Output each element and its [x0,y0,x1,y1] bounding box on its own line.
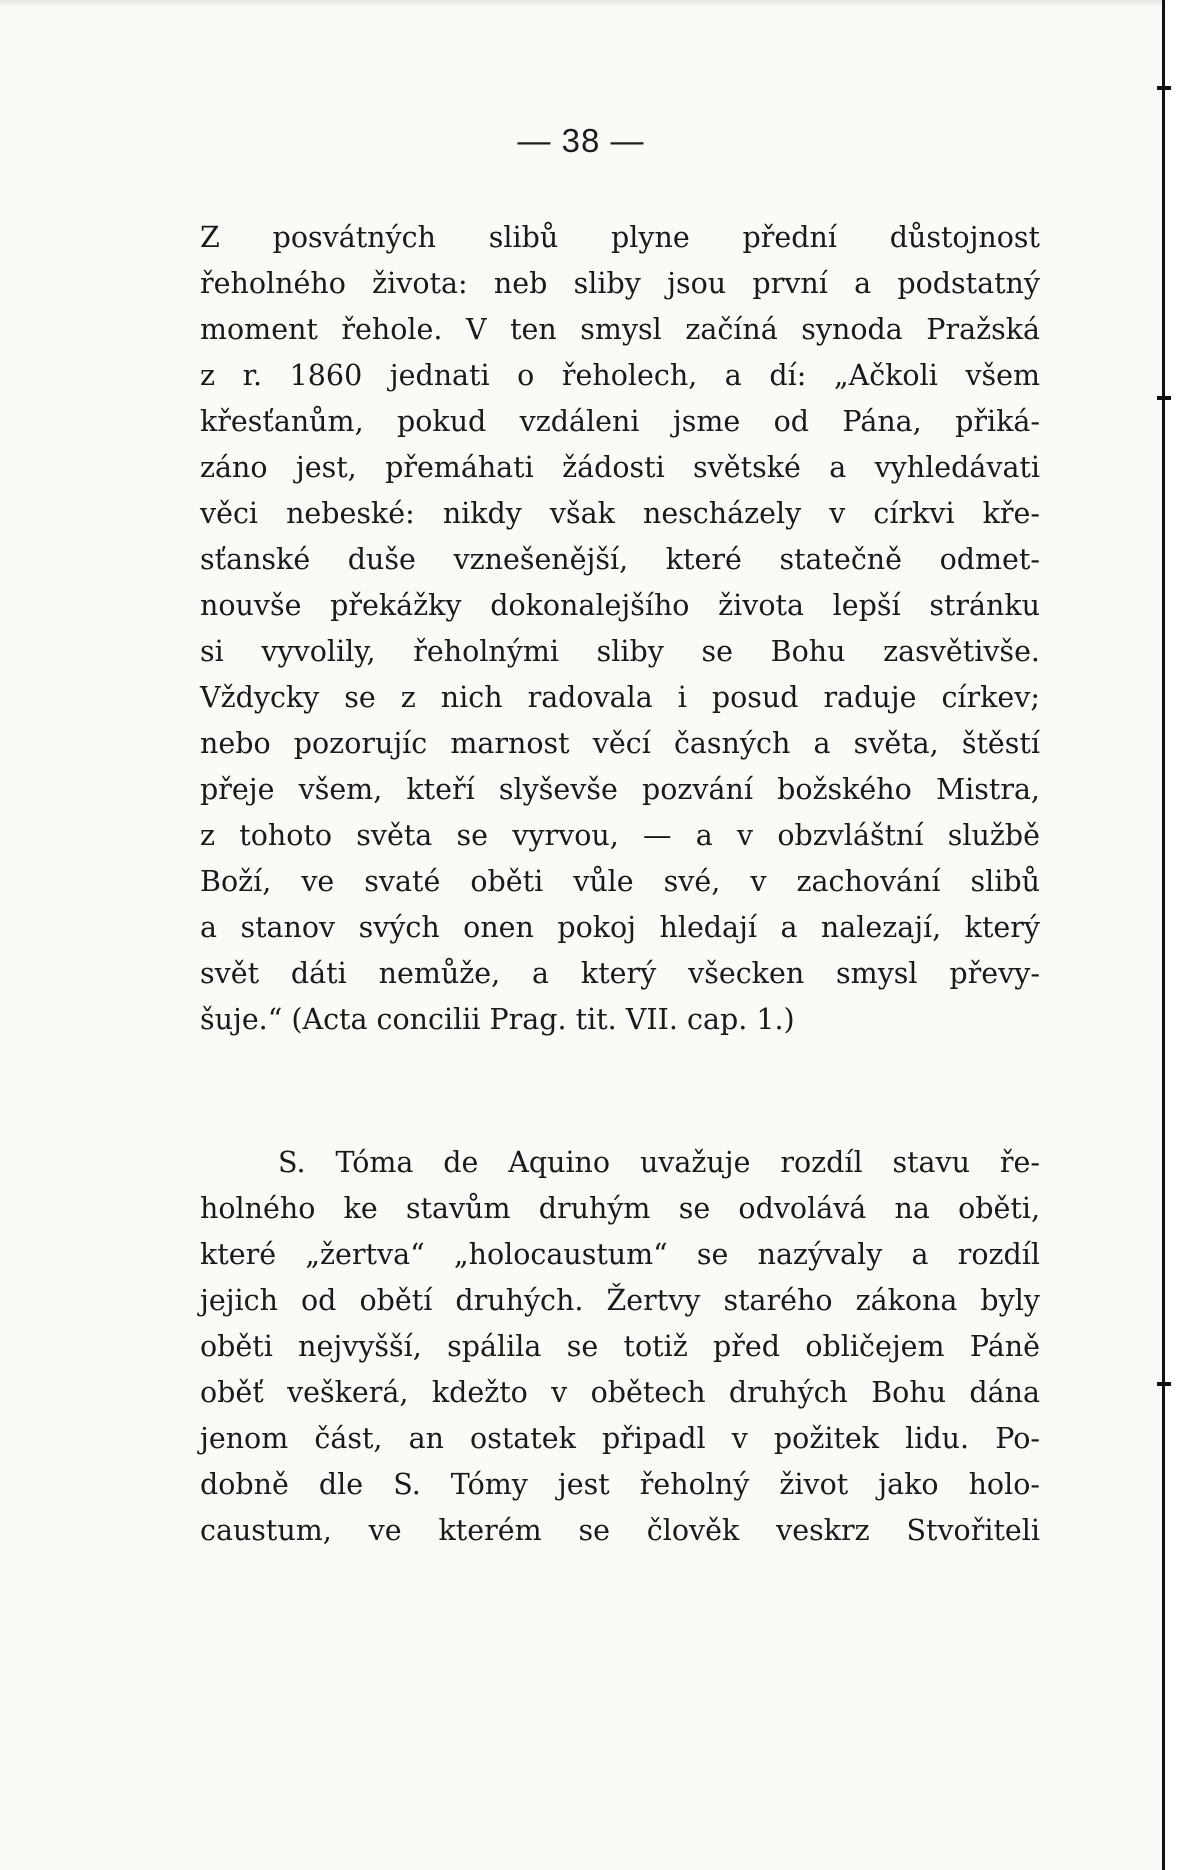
text-line: si vyvolily, řeholnými sliby se Bohu zasvětivše. [200,635,1040,668]
text-line: z tohoto světa se vyrvou, — a v obzvláštní službě [200,819,1040,852]
text-line: nouvše překážky dokonalejšího života lepší stránku [200,589,1040,622]
paragraph-1 [200,215,1040,1043]
text-line: Z posvátných slibů plyne přední důstojnost [200,221,1040,254]
text-line: věci nebeské: nikdy však nescházely v církvi kře- [200,497,1040,530]
edge-mark [1157,86,1171,90]
edge-mark [1157,1382,1171,1386]
text-line: Boží, ve svaté oběti vůle své, v zachování slibů [200,865,1040,898]
text-line: a stanov svých onen pokoj hledají a nalezají, který [200,911,1040,944]
text-line: oběti nejvyšší, spálila se totiž před obličejem Páně [200,1330,1040,1363]
text-line: řeholného života: neb sliby jsou první a podstatný [200,267,1040,300]
paragraph-2 [200,1140,1040,1554]
text-line: nebo pozorujíc marnost věcí časných a světa, štěstí [200,727,1040,760]
page-binding-edge [1162,0,1179,1870]
text-line: caustum, ve kterém se člověk veskrz Stvořiteli [200,1514,1040,1547]
text-line: Vždycky se z nich radovala i posud raduje církev; [200,681,1040,714]
page-top-shadow [0,0,1162,8]
text-line: z r. 1860 jednati o řeholech, a dí: „Ačkoli všem [200,359,1040,392]
text-line: šuje.“ (Acta concilii Prag. tit. VII. cap. 1.) [200,1003,795,1036]
edge-mark [1157,396,1171,400]
text-line: holného ke stavům druhým se odvolává na oběti, [200,1192,1040,1225]
page-number-header: — 38 — [517,122,645,159]
text-line: záno jest, přemáhati žádosti světské a vyhledávati [200,451,1040,484]
text-line: sťanské duše vznešenější, které statečně odmet- [200,543,1040,576]
text-line: přeje všem, kteří slyševše pozvání božského Mistra, [200,773,1040,806]
text-line: dobně dle S. Tómy jest řeholný život jako holo- [200,1468,1040,1501]
text-line: křesťanům, pokud vzdáleni jsme od Pána, přiká- [200,405,1040,438]
text-line: jejich od obětí druhých. Žertvy starého zákona byly [200,1284,1040,1317]
text-line: jenom část, an ostatek připadl v požitek lidu. Po- [200,1422,1040,1455]
text-line: svět dáti nemůže, a který všecken smysl převy- [200,957,1040,990]
text-line: oběť veškerá, kdežto v obětech druhých Bohu dána [200,1376,1040,1409]
text-line: moment řehole. V ten smysl začíná synoda Pražská [200,313,1040,346]
text-line: S. Tóma de Aquino uvažuje rozdíl stavu ře- [278,1146,1040,1179]
text-line: které „žertva“ „holocaustum“ se nazývaly a rozdíl [200,1238,1040,1271]
